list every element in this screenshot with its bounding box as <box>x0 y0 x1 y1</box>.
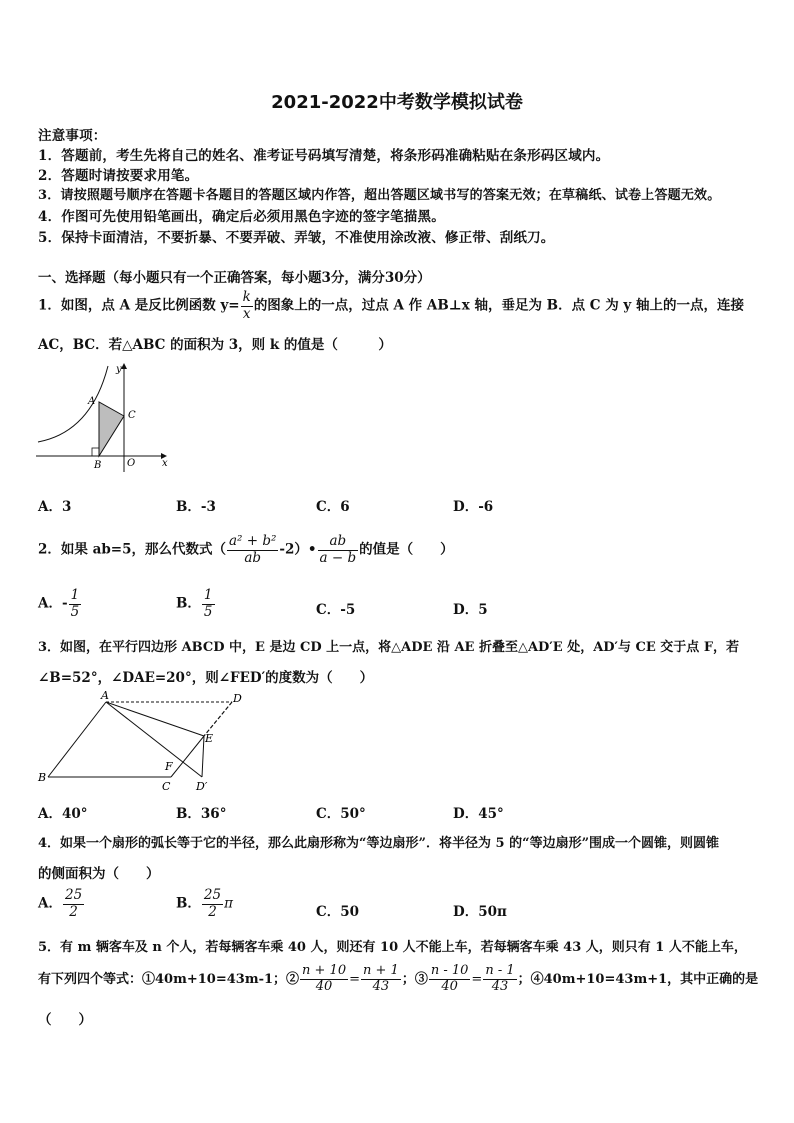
q1-fraction <box>241 290 253 322</box>
q3-option-b[interactable]: B．36° <box>176 806 227 822</box>
q5-eq3-d1: 40 <box>441 978 458 994</box>
question-4-line-1: 4．如果一个扇形的弧长等于它的半径，那么此扇形称为“等边扇形”．将半径为 5 的“等边扇形”围成一个圆锥，则圆锥 <box>38 836 720 851</box>
q2-opt-b-den: 5 <box>203 603 213 620</box>
q2-mid: -2）• <box>279 541 317 558</box>
segment-ed-prime <box>202 736 204 777</box>
label-d: D <box>233 692 242 705</box>
label-b: B <box>94 460 102 471</box>
label-a: A <box>88 396 96 407</box>
q2-option-d[interactable]: D．5 <box>453 602 488 618</box>
q5-eq3-d2: 43 <box>491 978 509 994</box>
q4-option-b[interactable] <box>176 888 233 920</box>
q3-option-d[interactable]: D．45° <box>453 806 504 822</box>
q2-opt-b-frac <box>202 588 215 620</box>
q2-fraction-2 <box>318 534 359 566</box>
label-f: F <box>165 760 173 773</box>
q2-option-c[interactable]: C．-5 <box>316 602 356 618</box>
q4-option-d[interactable]: D．50π <box>453 904 507 920</box>
q4-opt-b-pi: π <box>224 895 233 912</box>
q4-opt-a-pre: A． <box>38 895 62 912</box>
label-d-prime: D′ <box>196 780 208 793</box>
question-4-line-2: 的侧面积为（ ） <box>38 866 160 882</box>
q2-opt-a-frac <box>69 588 82 620</box>
q4-opt-b-frac <box>202 888 223 920</box>
q1-text-a: 1．如图，点 A 是反比例函数 y= <box>38 297 240 314</box>
q1-option-d[interactable]: D．-6 <box>453 499 494 515</box>
q1-text-b: 的图象上的一点，过点 A 作 AB⊥x 轴，垂足为 B．点 C 为 y 轴上的一点，连接 <box>253 297 744 314</box>
label-c: C <box>162 780 171 793</box>
q5-eq2-equals: = <box>349 971 360 987</box>
q1-frac-num: k <box>242 289 251 305</box>
q3-figure <box>36 690 251 795</box>
q4-opt-a-den: 2 <box>69 903 78 920</box>
q4-opt-a-num: 25 <box>64 887 83 903</box>
q5-text-b: ；③ <box>401 971 428 987</box>
q2-f1-den: ab <box>244 549 262 566</box>
q3-option-a[interactable]: A．40° <box>38 806 88 822</box>
label-e: E <box>205 732 214 745</box>
q4-option-a[interactable] <box>38 888 85 920</box>
q1-option-b[interactable]: B．-3 <box>176 499 216 515</box>
q5-eq2-d2: 43 <box>372 978 390 994</box>
edge-ab <box>48 702 106 777</box>
question-3-line-2: ∠B=52°，∠DAE=20°，则∠FED′的度数为（ ） <box>38 670 374 686</box>
question-5-line-2 <box>38 964 758 995</box>
q2-opt-b-num: 1 <box>203 587 213 603</box>
q5-eq3-frac-2 <box>483 964 516 995</box>
q5-eq3-frac-1 <box>429 964 471 995</box>
triangle-abc <box>99 402 124 456</box>
q4-opt-b-pre: B． <box>176 895 201 912</box>
q2-post: 的值是（ ） <box>359 541 454 558</box>
q5-eq2-n2: n + 1 <box>363 963 399 978</box>
page-title: 2021-2022中考数学模拟试卷 <box>271 92 523 113</box>
question-1-line-2: AC，BC．若△ABC 的面积为 3，则 k 的值是（ ） <box>38 337 392 353</box>
q5-text-a: 有下列四个等式：①40m+10=43m-1；② <box>38 971 300 987</box>
notice-item: 5．保持卡面清洁，不要折暴、不要弄破、弄皱，不准使用涂改液、修正带、刮纸刀。 <box>38 230 555 246</box>
segment-ae <box>106 702 204 736</box>
q4-option-c[interactable]: C．50 <box>316 904 360 920</box>
q5-eq2-frac-1 <box>300 964 348 995</box>
q5-text-c: ；④40m+10=43m+1，其中正确的是 <box>517 971 759 987</box>
q1-frac-den: x <box>242 305 251 322</box>
q1-option-a[interactable]: A．3 <box>38 499 72 515</box>
q4-opt-b-num: 25 <box>203 887 222 903</box>
notice-item: 2．答题时请按要求用笔。 <box>38 168 199 184</box>
q5-eq2-frac-2 <box>361 964 401 995</box>
q2-fraction-1 <box>227 534 278 566</box>
q1-option-c[interactable]: C．6 <box>316 499 350 515</box>
label-b: B <box>38 771 47 784</box>
q2-option-b[interactable] <box>176 588 216 620</box>
label-x: x <box>162 458 168 469</box>
q5-eq3-n1: n - 10 <box>430 963 469 978</box>
edge-de-dashed <box>204 702 232 736</box>
question-2 <box>38 534 454 566</box>
q2-pre: 2．如果 ab=5，那么代数式（ <box>38 541 226 558</box>
q1-figure <box>36 360 176 475</box>
section-heading: 一、选择题（每小题只有一个正确答案，每小题3分，满分30分） <box>38 270 431 286</box>
q2-f2-den: a − b <box>319 549 357 566</box>
notice-item: 4．作图可先使用铅笔画出，确定后必须用黑色字迹的签字笔描黑。 <box>38 209 445 225</box>
q2-opt-a-den: 5 <box>70 603 80 620</box>
right-angle-mark <box>92 448 99 456</box>
question-1-line-1 <box>38 290 744 322</box>
q2-opt-a-num: 1 <box>70 587 80 603</box>
notice-item: 1．答题前，考生先将自己的姓名、准考证号码填写清楚，将条形码准确粘贴在条形码区域内。 <box>38 148 610 164</box>
q4-opt-b-den: 2 <box>208 903 217 920</box>
hyperbola-curve <box>38 366 108 442</box>
question-5-line-3: （ ） <box>38 1012 92 1028</box>
segment-ad-prime <box>106 702 202 777</box>
q2-opt-b-pre: B． <box>176 595 201 612</box>
label-y: y <box>116 364 122 375</box>
q2-opt-a-pre: A．- <box>38 595 68 612</box>
notice-heading: 注意事项： <box>38 128 107 144</box>
question-5-line-1: 5．有 m 辆客车及 n 个人，若每辆客车乘 40 人，则还有 10 人不能上车，若每辆客车乘 43 人，则只有 1 人不能上车， <box>38 940 747 955</box>
question-3-line-1: 3．如图，在平行四边形 ABCD 中，E 是边 CD 上一点，将△ADE 沿 AE 折叠至△AD′E 处，AD′与 CE 交于点 F，若 <box>38 640 740 655</box>
q2-f2-num: ab <box>318 534 359 551</box>
q2-option-a[interactable] <box>38 588 82 620</box>
q5-eq2-n1: n + 10 <box>302 963 347 978</box>
label-a: A <box>101 690 109 702</box>
q2-f1-num: a² + b² <box>229 533 277 549</box>
label-o: O <box>127 458 136 469</box>
q5-eq3-n2: n - 1 <box>485 963 515 978</box>
q5-eq2-d1: 40 <box>315 978 333 994</box>
label-c: C <box>128 410 136 421</box>
q3-option-c[interactable]: C．50° <box>316 806 366 822</box>
q4-opt-a-frac <box>63 888 84 920</box>
q5-eq3-equals: = <box>471 971 483 987</box>
notice-item: 3．请按照题号顺序在答题卡各题目的答题区域内作答，超出答题区域书写的答案无效；在草稿纸、试卷上答题无效。 <box>38 188 721 203</box>
